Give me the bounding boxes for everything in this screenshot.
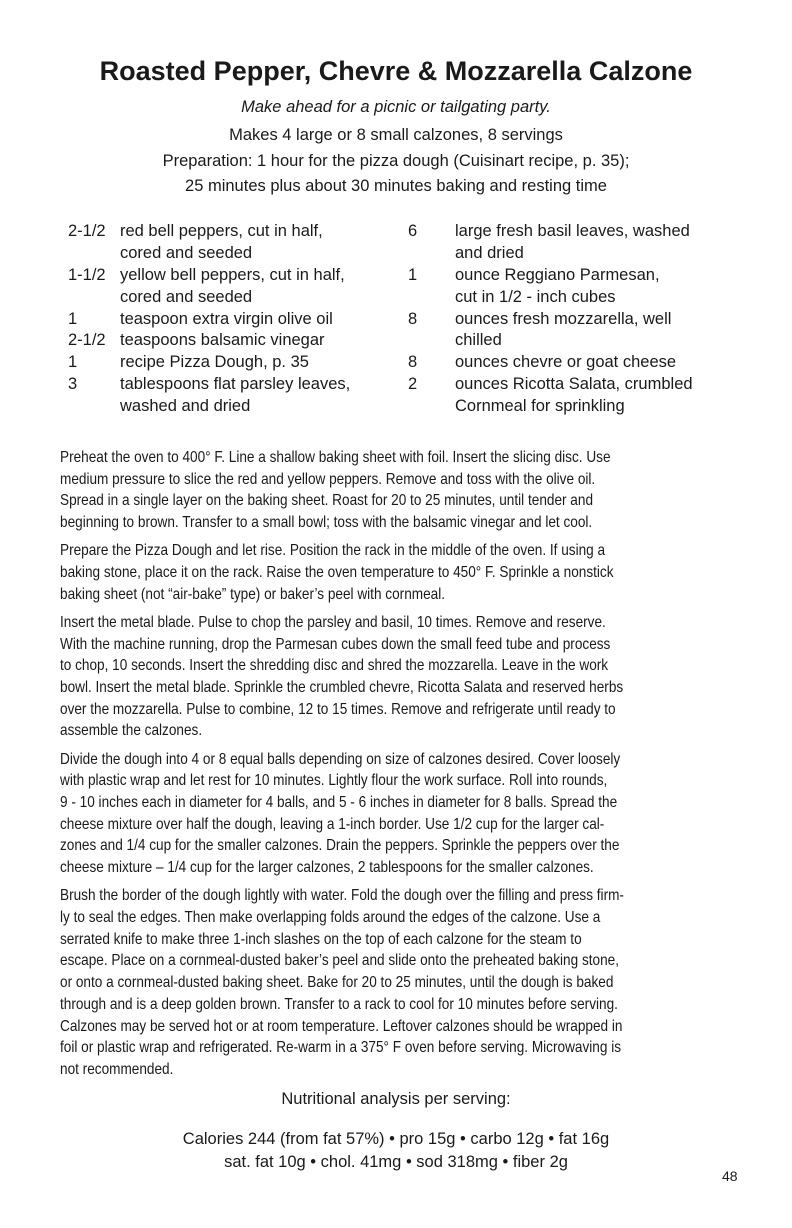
instruction-line: beginning to brown. Transfer to a small bowl; toss with the balsamic vinegar and let cool. — [60, 514, 593, 532]
instruction-line: With the machine running, drop the Parmesan cubes down the small feed tube and process — [60, 635, 611, 653]
instruction-paragraph — [60, 749, 723, 879]
page-number: 48 — [722, 1168, 738, 1184]
ingredient-text: teaspoon extra virgin olive oil — [120, 309, 333, 328]
instruction-line: bowl. Insert the metal blade. Sprinkle the crumbled chevre, Ricotta Salata and reserved herbs — [60, 679, 624, 697]
instruction-line: baking sheet (not “air-bake” type) or baker’s peel with cornmeal. — [60, 585, 446, 603]
instructions — [60, 447, 723, 1087]
recipe-yield: Makes 4 large or 8 small calzones, 8 servings — [229, 126, 563, 144]
instruction-paragraph — [60, 447, 723, 534]
ingredient-text: Cornmeal for sprinkling — [455, 397, 625, 416]
ingredient-qty: 2 — [408, 375, 418, 394]
ingredient-qty: 8 — [408, 353, 418, 372]
instruction-line: with plastic wrap and let rest for 10 minutes. Lightly flour the work surface. Roll into rounds, — [60, 772, 608, 790]
ingredient-text: ounce Reggiano Parmesan, — [455, 265, 660, 284]
ingredient-text: ounces chevre or goat cheese — [455, 353, 677, 372]
ingredient-text: ounces Ricotta Salata, crumbled — [455, 375, 693, 394]
ingredients-right — [408, 221, 748, 418]
ingredient-row — [68, 287, 388, 309]
ingredient-row — [68, 309, 388, 331]
ingredient-row — [408, 287, 748, 309]
instruction-line: or onto a cornmeal-dusted baking sheet. Bake for 20 to 25 minutes, until the dough is baked — [60, 974, 614, 992]
ingredient-text: cored and seeded — [120, 243, 253, 262]
instruction-line: Prepare the Pizza Dough and let rise. Position the rack in the middle of the oven. If using a — [60, 542, 606, 560]
nutrition-heading: Nutritional analysis per serving: — [281, 1090, 511, 1108]
nutrition-line: Calories 244 (from fat 57%) • pro 15g • carbo 12g • fat 16g — [182, 1130, 610, 1148]
recipe-title: Roasted Pepper, Chevre & Mozzarella Calzone — [99, 56, 693, 86]
ingredient-row — [68, 221, 388, 243]
instruction-line: medium pressure to slice the red and yellow peppers. Remove and toss with the olive oil. — [60, 470, 596, 488]
instruction-paragraph — [60, 885, 723, 1080]
preparation-time-2: 25 minutes plus about 30 minutes baking and resting time — [185, 177, 607, 195]
instruction-line: through and is a deep golden brown. Transfer to a rack to cool for 10 minutes before serving. — [60, 995, 618, 1013]
instruction-line: over the mozzarella. Pulse to combine, 12 to 15 times. Remove and refrigerate until ready to — [60, 700, 616, 718]
ingredient-text: red bell peppers, cut in half, — [120, 222, 323, 240]
ingredient-qty: 1 — [408, 265, 418, 284]
instruction-line: to chop, 10 seconds. Insert the shredding disc and shred the mozzarella. Leave in the work — [60, 657, 609, 675]
instruction-line: Spread in a single layer on the baking sheet. Roast for 20 to 25 minutes, until tender and — [60, 492, 594, 510]
instruction-line: ly to seal the edges. Then make overlapping folds around the edges of the calzone. Use a — [60, 909, 601, 927]
ingredient-qty: 1 — [68, 309, 78, 328]
instruction-line: serrated knife to make three 1-inch slashes on the top of each calzone for the steam to — [60, 930, 582, 948]
ingredient-text: and dried — [455, 243, 524, 262]
ingredient-row — [408, 330, 748, 352]
ingredient-row — [68, 396, 388, 418]
ingredient-row — [408, 374, 748, 396]
ingredient-qty: 8 — [408, 309, 418, 328]
instruction-line: Divide the dough into 4 or 8 equal balls depending on size of calzones desired. Cover loosely — [60, 750, 621, 768]
instruction-line: 9 - 10 inches each in diameter for 4 balls, and 5 - 6 inches in diameter for 8 balls. Spread the — [60, 794, 618, 812]
ingredient-text: washed and dried — [120, 397, 251, 416]
instruction-line: Preheat the oven to 400° F. Line a shallow baking sheet with foil. Insert the slicing disc. Use — [60, 449, 611, 466]
ingredient-row — [68, 265, 388, 287]
ingredient-text: cut in 1/2 - inch cubes — [455, 287, 616, 306]
ingredients-left — [68, 221, 388, 418]
recipe-subtitle: Make ahead for a picnic or tailgating party. — [241, 98, 551, 116]
instruction-line: Calzones may be served hot or at room temperature. Leftover calzones should be wrapped in — [60, 1017, 623, 1035]
ingredient-row — [408, 309, 748, 331]
ingredient-row — [408, 221, 748, 243]
instruction-line: not recommended. — [60, 1060, 174, 1078]
ingredient-text: cored and seeded — [120, 287, 253, 306]
ingredient-qty: 3 — [68, 375, 78, 394]
instruction-line: Brush the border of the dough lightly with water. Fold the dough over the filling and press firm- — [60, 887, 624, 905]
instruction-line: Insert the metal blade. Pulse to chop the parsley and basil, 10 times. Remove and reserve. — [60, 613, 606, 631]
instruction-line: foil or plastic wrap and refrigerated. Re-warm in a 375° F oven before serving. Microwaving is — [60, 1039, 622, 1057]
instruction-paragraph — [60, 540, 723, 605]
ingredient-text: ounces fresh mozzarella, well — [455, 309, 672, 328]
ingredient-row — [408, 243, 748, 265]
instruction-line: zones and 1/4 cup for the smaller calzones. Drain the peppers. Sprinkle the peppers over the — [60, 837, 620, 855]
ingredient-text: large fresh basil leaves, washed — [455, 222, 690, 240]
ingredient-row — [408, 265, 748, 287]
ingredient-text: tablespoons flat parsley leaves, — [120, 375, 351, 394]
ingredient-qty: 1-1/2 — [68, 265, 106, 284]
ingredient-row — [408, 352, 748, 374]
ingredient-text: teaspoons balsamic vinegar — [120, 331, 325, 350]
ingredient-text: recipe Pizza Dough, p. 35 — [120, 353, 309, 372]
instruction-line: cheese mixture – 1/4 cup for the larger calzones, 2 tablespoons for the smaller calzones. — [60, 859, 594, 877]
preparation-time: Preparation: 1 hour for the pizza dough (Cuisinart recipe, p. 35); — [162, 152, 630, 170]
ingredient-qty: 1 — [68, 353, 78, 372]
ingredient-qty: 2-1/2 — [68, 222, 106, 240]
ingredient-text: yellow bell peppers, cut in half, — [120, 265, 345, 284]
instruction-line: assemble the calzones. — [60, 722, 203, 740]
ingredient-row — [68, 352, 388, 374]
ingredient-row — [68, 374, 388, 396]
ingredient-row — [68, 243, 388, 265]
ingredient-qty: 6 — [408, 222, 418, 240]
instruction-line: cheese mixture over half the dough, leaving a 1-inch border. Use 1/2 cup for the larger cal- — [60, 815, 605, 833]
nutrition-line: sat. fat 10g • chol. 41mg • sod 318mg • fiber 2g — [224, 1153, 568, 1171]
instruction-line: baking stone, place it on the rack. Raise the oven temperature to 450° F. Sprinkle a nonstick — [60, 564, 614, 582]
ingredient-qty: 2-1/2 — [68, 331, 106, 350]
instruction-line: escape. Place on a cornmeal-dusted baker’s peel and slide onto the preheated baking stone, — [60, 952, 619, 970]
ingredient-row — [408, 396, 748, 418]
instruction-paragraph — [60, 612, 723, 742]
ingredient-text: chilled — [455, 331, 502, 350]
ingredient-row — [68, 330, 388, 352]
